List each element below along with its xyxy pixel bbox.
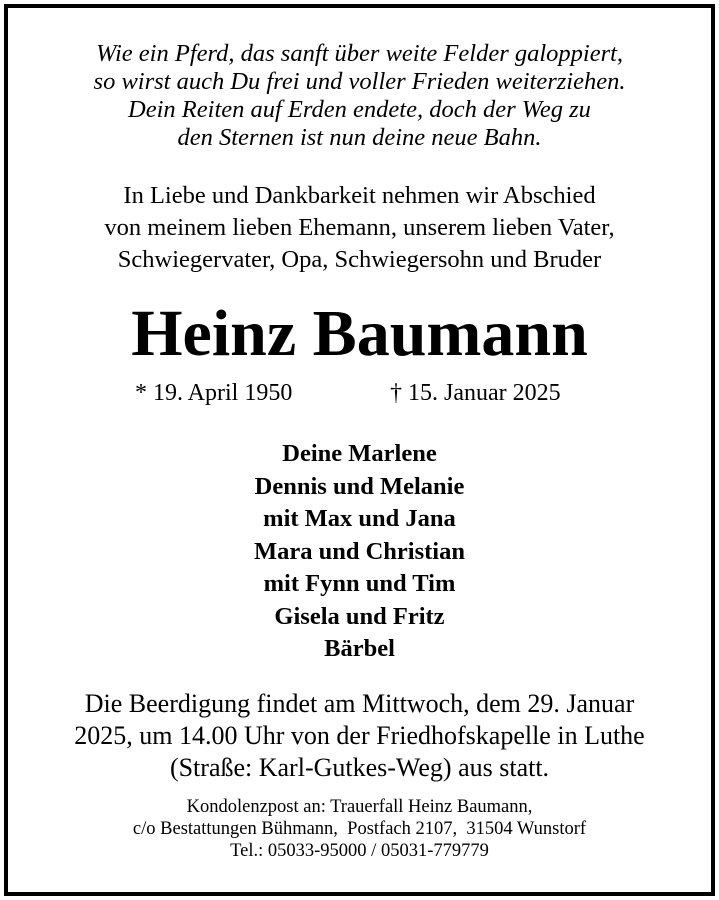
mourner: mit Fynn und Tim [263, 570, 456, 597]
obituary-notice [4, 4, 715, 896]
intro-line: In Liebe und Dankbarkeit nehmen wir Abschied [123, 182, 596, 209]
intro-line: von meinem lieben Ehemann, unserem lieben Vater, [104, 214, 615, 241]
poem-line: Dein Reiten auf Erden endete, doch der Weg zu [128, 96, 591, 123]
funeral-line: Die Beerdigung findet am Mittwoch, dem 29. Januar [84, 689, 635, 718]
mourner: Deine Marlene [282, 440, 437, 467]
farewell-intro [8, 180, 711, 276]
funeral-line: 2025, um 14.00 Uhr von der Friedhofskapelle in Luthe [74, 721, 645, 750]
mourner: Gisela und Fritz [274, 602, 445, 630]
poem [8, 40, 711, 152]
funeral-line: (Straße: Karl-Gutkes-Weg) aus statt. [169, 753, 550, 782]
mourner: Dennis und Melanie [254, 472, 465, 500]
mourners-list [8, 438, 711, 666]
mourner: Bärbel [324, 635, 395, 662]
contact-line: Tel.: 05033-95000 / 05031-779779 [230, 841, 489, 861]
poem-line: den Sternen ist nun deine neue Bahn. [177, 124, 542, 151]
birth-date: * 19. April 1950 [135, 380, 293, 406]
contact-line: c/o Bestattungen Bühmann, Postfach 2107, 31504 Wunstorf [132, 819, 587, 839]
intro-line: Schwiegervater, Opa, Schwiegersohn und Bruder [117, 246, 602, 273]
mourner: mit Max und Jana [263, 505, 456, 532]
condolence-contact [8, 796, 711, 862]
deceased-name: Heinz Baumann [131, 297, 588, 370]
mourner: Mara und Christian [253, 537, 465, 565]
contact-line: Kondolenzpost an: Trauerfall Heinz Baumann, [186, 797, 533, 817]
funeral-info [8, 688, 711, 784]
poem-line: so wirst auch Du frei und voller Frieden weiterziehen. [93, 68, 626, 95]
poem-line: Wie ein Pferd, das sanft über weite Felder galoppiert, [95, 40, 624, 67]
death-date: † 15. Januar 2025 [390, 380, 561, 406]
